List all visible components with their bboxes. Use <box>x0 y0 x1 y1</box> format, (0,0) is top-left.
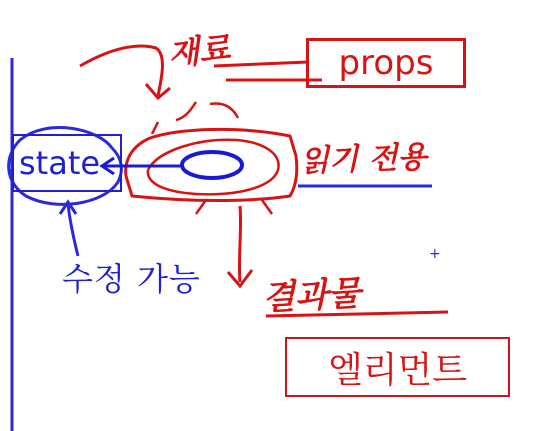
readonly-handwriting: 읽기 전용 <box>299 139 428 180</box>
result-handwriting: 결과물 <box>261 273 362 319</box>
state-oval <box>182 152 242 178</box>
plus-mark: + <box>429 246 441 262</box>
editable-label: 수정 가능 <box>62 260 201 298</box>
props-label: props <box>338 43 434 83</box>
state-box <box>12 134 122 192</box>
element-label: 엘리먼트 <box>327 349 468 391</box>
props-box <box>306 38 466 88</box>
material-handwriting: 재료 <box>166 28 232 74</box>
output-side-marks <box>196 200 272 214</box>
element-box <box>285 337 510 397</box>
output-arrow-stem <box>239 206 240 282</box>
state-label: state <box>19 144 101 182</box>
